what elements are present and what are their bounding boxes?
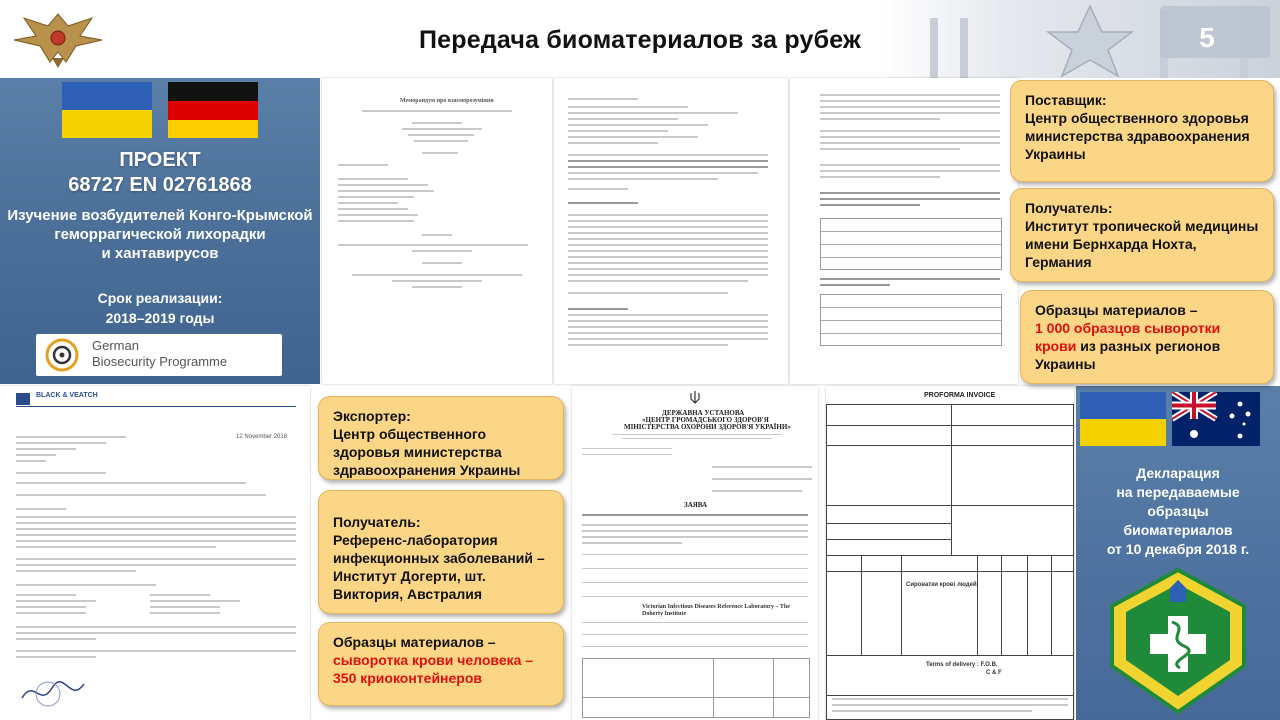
trident-icon xyxy=(688,390,702,404)
logo-line: German xyxy=(92,338,139,353)
invoice-terms-2: C & F xyxy=(986,670,1002,676)
callout-text: Институт тропической медицины имени Бернхарда Нохта, Германия xyxy=(1025,218,1259,270)
memorandum-page-2 xyxy=(554,78,788,384)
signature-table-1 xyxy=(820,218,1002,270)
samples-callout xyxy=(1020,290,1274,384)
signature-icon xyxy=(18,674,88,710)
exporter-callout xyxy=(318,396,564,480)
callout-label: Образцы материалов – xyxy=(333,634,496,650)
org-line: «ЦЕНТР ГРОМАДСЬКОГО ЗДОРОВ'Я xyxy=(642,416,769,424)
term-label: Срок реализации: xyxy=(97,290,223,306)
logo-text xyxy=(92,338,227,370)
letter-date: 12 November 2018 xyxy=(236,434,288,440)
highlight-text: 1 000 образцов сыворотки крови xyxy=(1035,320,1221,354)
declaration-caption xyxy=(1076,464,1280,559)
term-value: 2018–2019 годы xyxy=(105,310,215,326)
samples2-callout xyxy=(318,622,564,706)
black-veatch-letter xyxy=(0,386,310,720)
callout-rest: из разных регионов Украины xyxy=(1035,338,1221,372)
org-line: ДЕРЖАВНА УСТАНОВА xyxy=(662,409,745,417)
callout-label: Получатель: xyxy=(1025,200,1113,216)
invoice-grid xyxy=(826,404,1074,720)
page-number: 5 xyxy=(1199,22,1215,53)
consignee-name: Victorian Infectious Diseases Reference Laboratory – The Doherty Institute xyxy=(642,604,790,617)
germany-flag-icon xyxy=(168,82,258,138)
recipient2-callout xyxy=(318,490,564,614)
biohazard-icon xyxy=(44,338,80,372)
signature-table-2 xyxy=(820,294,1002,346)
org-line: МІНІСТЕРСТВА ОХОРОНИ ЗДОРОВ'Я УКРАЇНИ» xyxy=(624,423,791,431)
description-line: Изучение возбудителей Конго-Крымской xyxy=(7,207,313,224)
caption-line: Декларация xyxy=(1136,465,1220,481)
page-title: Передача биоматериалов за рубеж xyxy=(419,26,861,54)
goods-table xyxy=(582,658,810,718)
australia-flag-icon xyxy=(1172,392,1260,446)
description-line: геморрагической лихорадки xyxy=(54,226,266,243)
callout-label: Образцы материалов – xyxy=(1035,302,1198,318)
caption-line: биоматериалов xyxy=(1123,522,1233,538)
export-application xyxy=(572,386,818,720)
project-number: 68727 EN 02761868 xyxy=(68,174,252,196)
ministry-of-health-logo-icon xyxy=(1106,566,1250,716)
memorandum-page-1 xyxy=(322,78,552,384)
application-title: ЗАЯВА xyxy=(684,501,708,509)
description-line: и хантавирусов xyxy=(101,245,219,262)
project-panel xyxy=(0,78,320,384)
project-label: ПРОЕКТ xyxy=(119,149,201,171)
caption-line: от 10 декабря 2018 г. xyxy=(1106,541,1250,557)
ukraine-flag-icon xyxy=(62,82,152,138)
letter-company: BLACK & VEATCH xyxy=(36,392,98,399)
callout-text xyxy=(1035,319,1259,373)
callout-label: Экспортер: xyxy=(333,408,411,424)
caption-line: на передаваемые xyxy=(1116,484,1240,500)
callout-text: Центр общественного здоровья министерства здравоохранения Украины xyxy=(333,426,521,478)
invoice-terms: Terms of delivery : F.O.B. xyxy=(926,662,998,668)
memo-heading: Меморандум про взаєморозуміння xyxy=(400,98,494,104)
invoice-goods: Сироватки крові людей xyxy=(906,582,977,588)
project-description xyxy=(0,206,320,263)
callout-text: Референс-лаборатория инфекционных заболеваний – Институт Догерти, шт. Виктория, Австралия xyxy=(333,532,545,602)
invoice-title: PROFORMA INVOICE xyxy=(924,392,996,399)
ukraine-flag-icon xyxy=(1080,392,1166,446)
callout-text: Центр общественного здоровья министерства здравоохранения Украины xyxy=(1025,110,1250,162)
caption-line: образцы xyxy=(1147,503,1209,519)
memorandum-page-3 xyxy=(790,78,1018,384)
project-title xyxy=(0,148,320,198)
highlight-text: сыворотка крови человека – 350 криоконтейнеров xyxy=(333,652,534,686)
project-term xyxy=(0,288,320,328)
logo-line: Biosecurity Programme xyxy=(92,354,228,369)
german-biosecurity-logo xyxy=(36,334,282,376)
declaration-panel xyxy=(1076,386,1280,720)
callout-label: Поставщик: xyxy=(1025,92,1107,108)
recipient-callout xyxy=(1010,188,1274,282)
proforma-invoice xyxy=(826,386,1074,720)
company-logo-icon xyxy=(16,393,30,405)
callout-label: Получатель: xyxy=(333,514,421,530)
supplier-callout xyxy=(1010,80,1274,182)
